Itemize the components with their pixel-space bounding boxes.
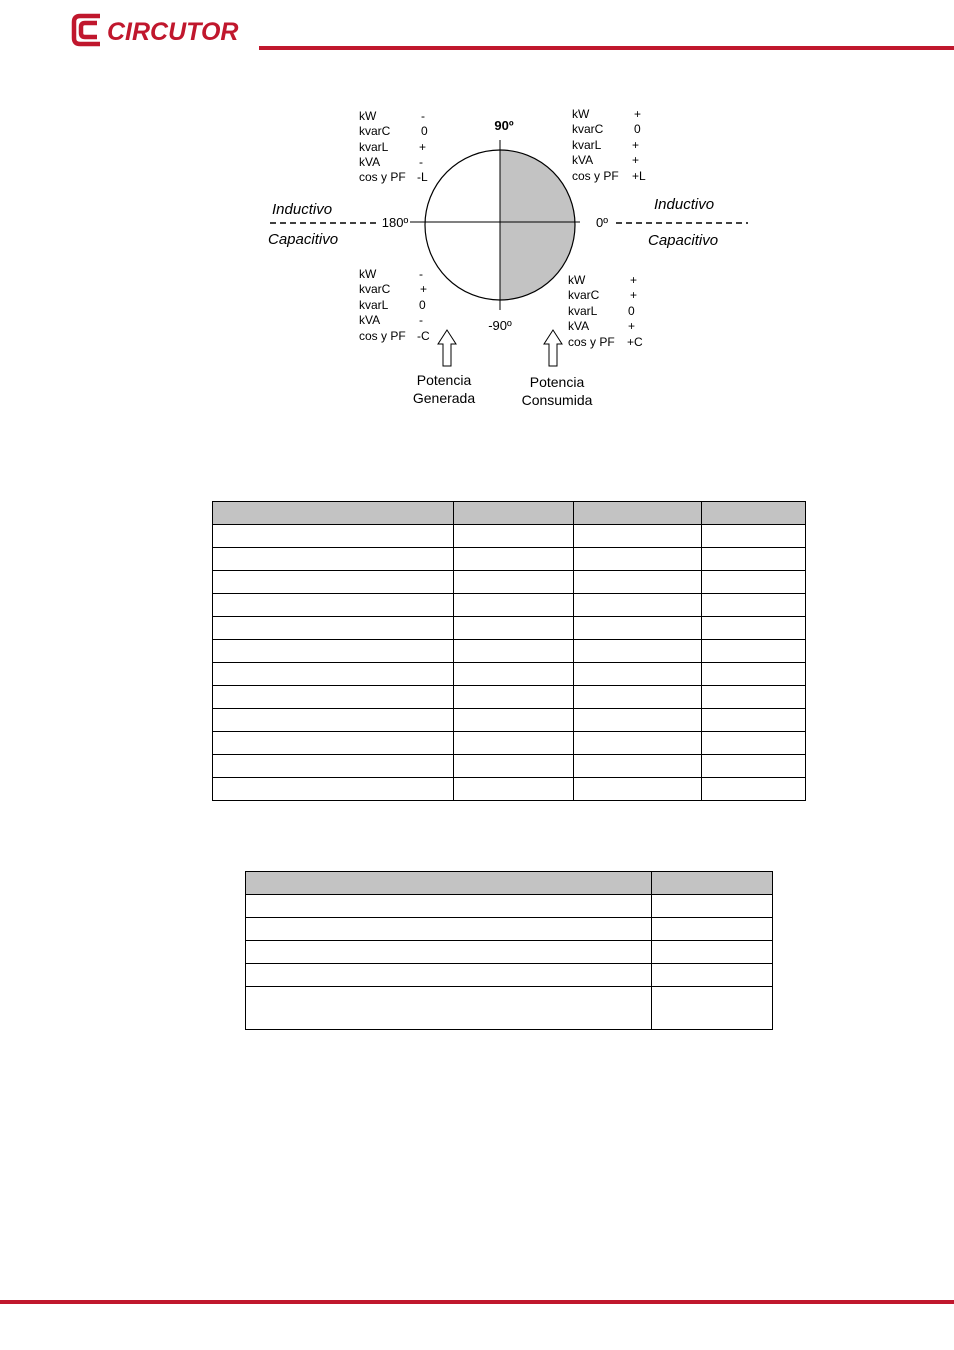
table-cell [453, 640, 574, 663]
tr-sign-2: + [632, 138, 640, 152]
table-cell [652, 895, 773, 918]
consumed-half-fill [500, 150, 575, 300]
table-cell [213, 686, 454, 709]
table-cell [213, 571, 454, 594]
quadrant-bottom-left [359, 267, 430, 343]
right-capacitive-label: Capacitivo [648, 232, 719, 249]
table-cell [453, 778, 574, 801]
br-name-3: kVA [568, 319, 590, 333]
bl-sign-0: - [419, 267, 423, 281]
table-cell [453, 755, 574, 778]
table-cell [453, 548, 574, 571]
table-header-cell [453, 502, 574, 525]
tr-name-0: kW [572, 107, 590, 121]
quadrant-svg [250, 100, 760, 420]
table-cell [213, 732, 454, 755]
table-row [213, 686, 806, 709]
tl-sign-1: 0 [421, 124, 428, 138]
table-cell [574, 594, 702, 617]
bl-name-2: kvarL [359, 298, 389, 312]
circutor-logo [70, 10, 250, 50]
table-row [246, 964, 773, 987]
br-name-1: kvarC [568, 288, 600, 302]
table-cell [574, 548, 702, 571]
header-rule [259, 46, 954, 50]
table-row [213, 525, 806, 548]
left-inductive-label: Inductivo [272, 201, 333, 218]
table-header-row [246, 872, 773, 895]
tl-sign-2: + [419, 140, 427, 154]
br-sign-3: + [628, 319, 636, 333]
tl-name-1: kvarC [359, 124, 391, 138]
table-cell [702, 663, 806, 686]
table-row [213, 548, 806, 571]
quadrant-top-left [359, 109, 428, 184]
table-cell [702, 755, 806, 778]
table-cell [453, 709, 574, 732]
table-cell [702, 548, 806, 571]
table-cell [453, 732, 574, 755]
br-name-0: kW [568, 273, 586, 287]
br-name-2: kvarL [568, 304, 598, 318]
table-header-cell [246, 872, 652, 895]
table-cell [702, 732, 806, 755]
table-cell [574, 571, 702, 594]
table-cell [574, 778, 702, 801]
table-row [213, 732, 806, 755]
table-cell [702, 686, 806, 709]
angle-left: 180º [381, 215, 409, 230]
right-inductive-label: Inductivo [654, 196, 715, 213]
table-cell [453, 686, 574, 709]
table-cell [213, 755, 454, 778]
table-cell [453, 617, 574, 640]
tr-name-1: kvarC [572, 122, 604, 136]
tl-sign-0: - [421, 109, 425, 123]
parameter-table [212, 501, 806, 801]
br-name-4: cos y PF [568, 335, 615, 349]
table-row [213, 709, 806, 732]
br-sign-2: 0 [628, 304, 635, 318]
table-row [213, 617, 806, 640]
table-header-cell [574, 502, 702, 525]
bl-name-1: kvarC [359, 282, 391, 296]
bl-sign-3: - [419, 313, 423, 327]
tr-sign-3: + [632, 153, 640, 167]
brand-name: CIRCUTOR [107, 18, 239, 46]
table-cell [246, 987, 652, 1030]
table-row [213, 663, 806, 686]
table-cell [652, 918, 773, 941]
tr-sign-4: +L [632, 169, 646, 183]
tr-sign-1: 0 [634, 122, 641, 136]
tl-name-4: cos y PF [359, 170, 406, 184]
table-cell [702, 525, 806, 548]
tl-sign-3: - [419, 155, 423, 169]
table-cell [213, 640, 454, 663]
table-cell [702, 617, 806, 640]
bl-name-4: cos y PF [359, 329, 406, 343]
bl-name-0: kW [359, 267, 377, 281]
table-cell [453, 571, 574, 594]
tr-name-2: kvarL [572, 138, 602, 152]
table-cell [702, 594, 806, 617]
table-row [246, 941, 773, 964]
table-cell [453, 525, 574, 548]
angle-right: 0º [596, 215, 608, 230]
generated-label-line2: Generada [412, 390, 476, 406]
consumed-arrow-icon [544, 330, 562, 366]
table-cell [213, 548, 454, 571]
bl-sign-4: -C [417, 329, 430, 343]
angle-bottom: -90º [488, 318, 512, 333]
br-sign-1: + [630, 288, 638, 302]
secondary-table [245, 871, 773, 1030]
table-cell [213, 709, 454, 732]
generated-label-line1: Potencia [416, 372, 472, 388]
table-cell [246, 895, 652, 918]
generated-arrow-icon [438, 330, 456, 366]
table-cell [702, 571, 806, 594]
table-cell [652, 964, 773, 987]
table-cell [574, 755, 702, 778]
table-cell [246, 941, 652, 964]
table-cell [574, 732, 702, 755]
br-sign-0: + [630, 273, 638, 287]
table-row [246, 987, 773, 1030]
table-row [213, 640, 806, 663]
quadrant-bottom-right [568, 273, 643, 349]
table-cell [574, 663, 702, 686]
tr-name-4: cos y PF [572, 169, 619, 183]
tl-name-2: kvarL [359, 140, 389, 154]
table-header-cell [702, 502, 806, 525]
table-cell [702, 640, 806, 663]
table-cell [213, 525, 454, 548]
table-cell [702, 778, 806, 801]
table-header-row [213, 502, 806, 525]
bl-name-3: kVA [359, 313, 381, 327]
quadrant-top-right [572, 107, 646, 183]
table-cell [574, 617, 702, 640]
table-cell [213, 594, 454, 617]
tr-sign-0: + [634, 107, 642, 121]
table-row [246, 895, 773, 918]
table-row [213, 778, 806, 801]
table-cell [453, 663, 574, 686]
bl-sign-2: 0 [419, 298, 426, 312]
table-cell [574, 709, 702, 732]
table-cell [652, 941, 773, 964]
table-cell [213, 663, 454, 686]
table-cell [213, 778, 454, 801]
table-cell [246, 964, 652, 987]
tl-name-3: kVA [359, 155, 381, 169]
footer-rule [0, 1300, 954, 1304]
br-sign-4: +C [627, 335, 643, 349]
tl-sign-4: -L [417, 170, 428, 184]
tr-name-3: kVA [572, 153, 594, 167]
table-row [213, 594, 806, 617]
left-capacitive-label: Capacitivo [268, 231, 339, 248]
angle-top: 90º [494, 118, 514, 133]
consumed-label-line2: Consumida [521, 392, 593, 408]
table-row [246, 918, 773, 941]
table-header-cell [652, 872, 773, 895]
table-cell [702, 709, 806, 732]
circutor-logo-mark [70, 10, 250, 50]
table-cell [652, 987, 773, 1030]
table-cell [574, 686, 702, 709]
table-row [213, 755, 806, 778]
tl-name-0: kW [359, 109, 377, 123]
table-header-cell [213, 502, 454, 525]
bl-sign-1: + [420, 282, 428, 296]
table-cell [453, 594, 574, 617]
table-cell [246, 918, 652, 941]
table-cell [574, 525, 702, 548]
table-cell [574, 640, 702, 663]
consumed-label-line1: Potencia [529, 374, 585, 390]
table-row [213, 571, 806, 594]
table-cell [213, 617, 454, 640]
power-quadrant-diagram [250, 100, 760, 420]
